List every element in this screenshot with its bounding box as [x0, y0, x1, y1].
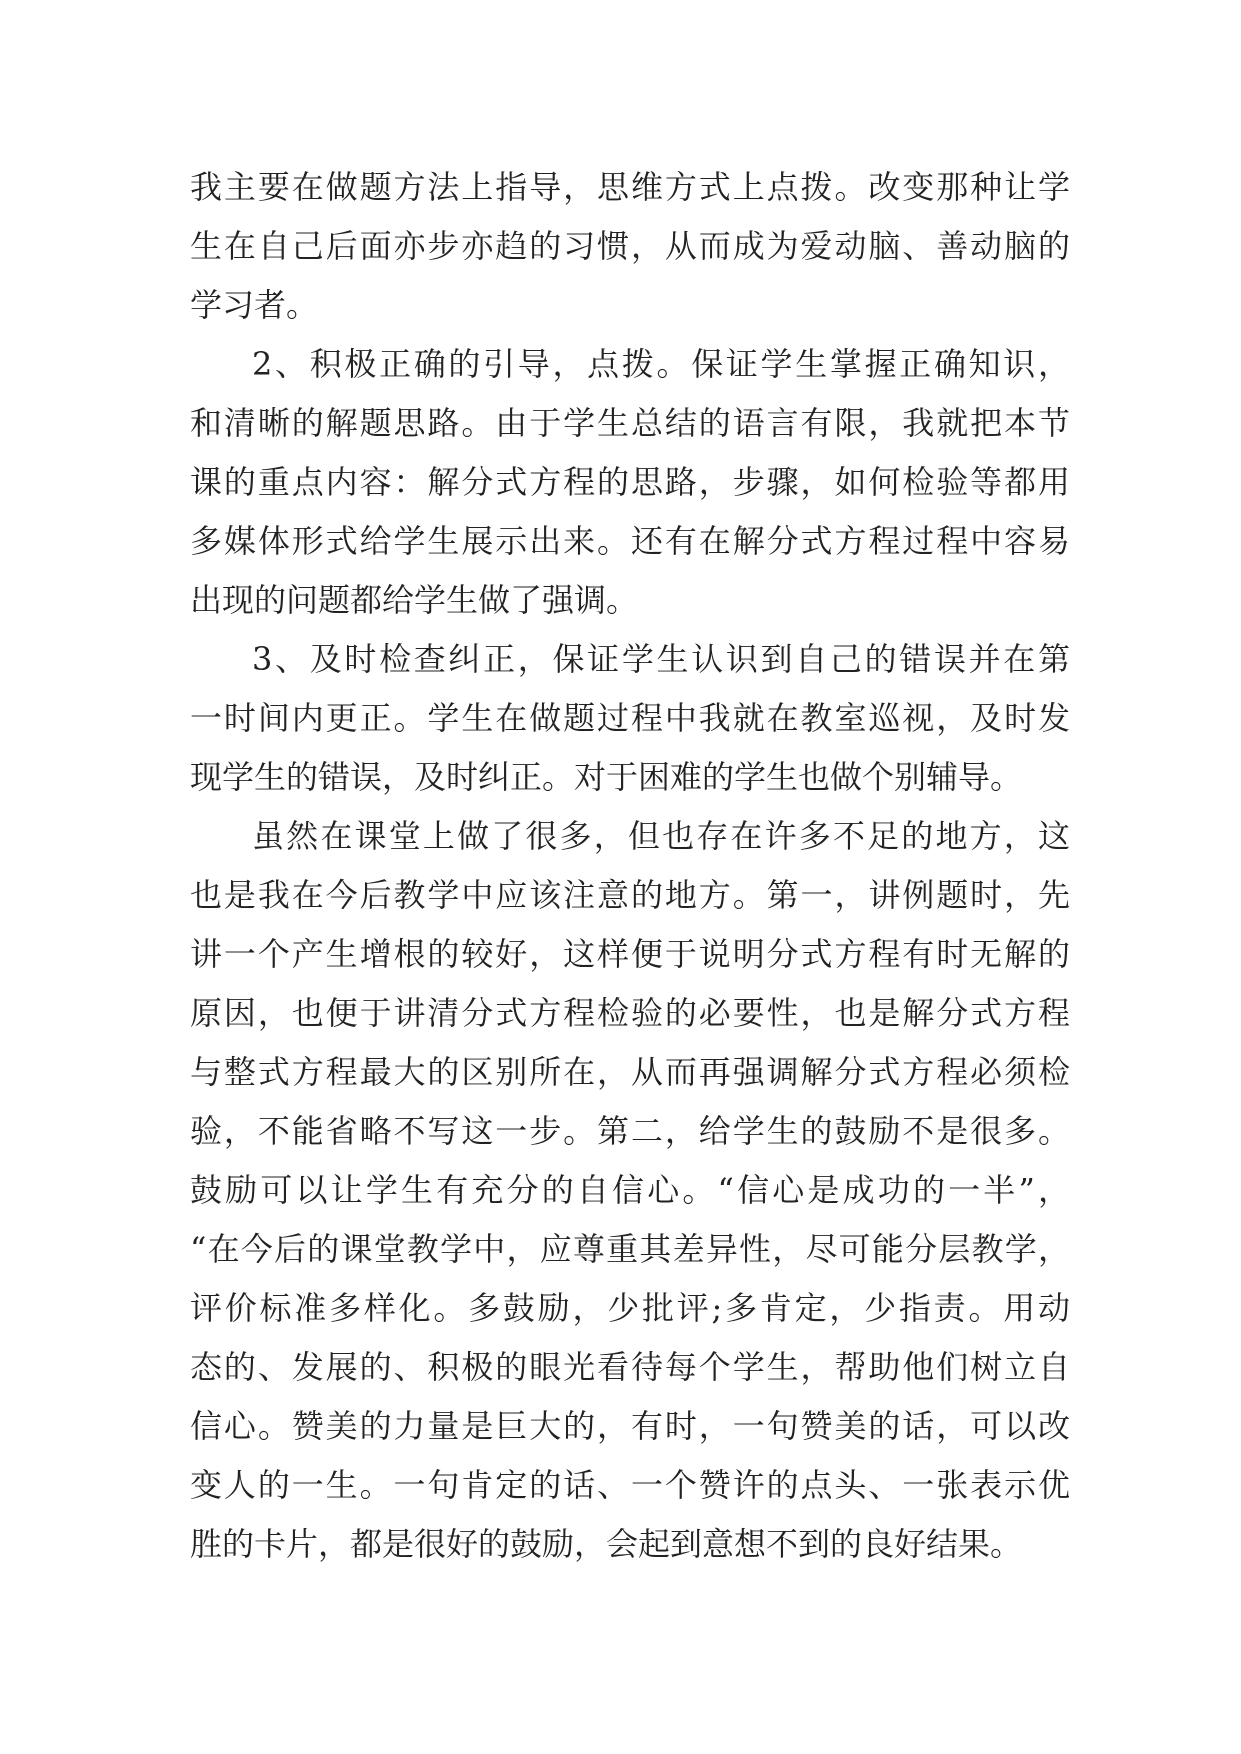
text-line: 一时间内更正。学生在做题过程中我就在教室巡视，及时发 — [190, 699, 1070, 737]
text-line: 也是我在今后教学中应该注意的地方。第一，讲例题时，先 — [190, 876, 1070, 914]
text-line: 原因，也便于讲清分式方程检验的必要性，也是解分式方程 — [190, 994, 1070, 1032]
text-line: 2、积极正确的引导，点拨。保证学生掌握正确知识， — [252, 345, 1070, 383]
text-line: 讲一个产生增根的较好，这样便于说明分式方程有时无解的 — [190, 935, 1070, 973]
text-line: 鼓励可以让学生有充分的自信心。“信心是成功的一半”， — [190, 1171, 1070, 1209]
text-line: 验，不能省略不写这一步。第二，给学生的鼓励不是很多。 — [190, 1112, 1070, 1150]
text-line: 3、及时检查纠正，保证学生认识到自己的错误并在第 — [252, 640, 1070, 678]
text-line: 我主要在做题方法上指导，思维方式上点拨。改变那种让学 — [190, 168, 1070, 206]
text-line: 虽然在课堂上做了很多，但也存在许多不足的地方，这 — [252, 817, 1070, 855]
text-line: 与整式方程最大的区别所在，从而再强调解分式方程必须检 — [190, 1053, 1070, 1091]
text-line: 课的重点内容：解分式方程的思路，步骤，如何检验等都用 — [190, 463, 1070, 501]
text-line: “在今后的课堂教学中，应尊重其差异性，尽可能分层教学， — [190, 1230, 1070, 1268]
text-line: 变人的一生。一句肯定的话、一个赞许的点头、一张表示优 — [190, 1466, 1070, 1504]
text-line: 信心。赞美的力量是巨大的，有时，一句赞美的话，可以改 — [190, 1407, 1070, 1445]
text-line: 胜的卡片，都是很好的鼓励，会起到意想不到的良好结果。 — [190, 1525, 1023, 1563]
text-line: 评价标准多样化。多鼓励，少批评;多肯定，少指责。用动 — [190, 1289, 1070, 1327]
text-line: 现学生的错误，及时纠正。对于困难的学生也做个别辅导。 — [190, 758, 1023, 796]
text-line: 多媒体形式给学生展示出来。还有在解分式方程过程中容易 — [190, 522, 1070, 560]
text-line: 态的、发展的、积极的眼光看待每个学生，帮助他们树立自 — [190, 1348, 1070, 1386]
text-line: 和清晰的解题思路。由于学生总结的语言有限，我就把本节 — [190, 404, 1070, 442]
document-body — [190, 158, 1070, 1574]
text-line: 出现的问题都给学生做了强调。 — [190, 581, 639, 619]
text-line: 学习者。 — [190, 286, 319, 324]
text-line: 生在自己后面亦步亦趋的习惯，从而成为爱动脑、善动脑的 — [190, 227, 1070, 265]
